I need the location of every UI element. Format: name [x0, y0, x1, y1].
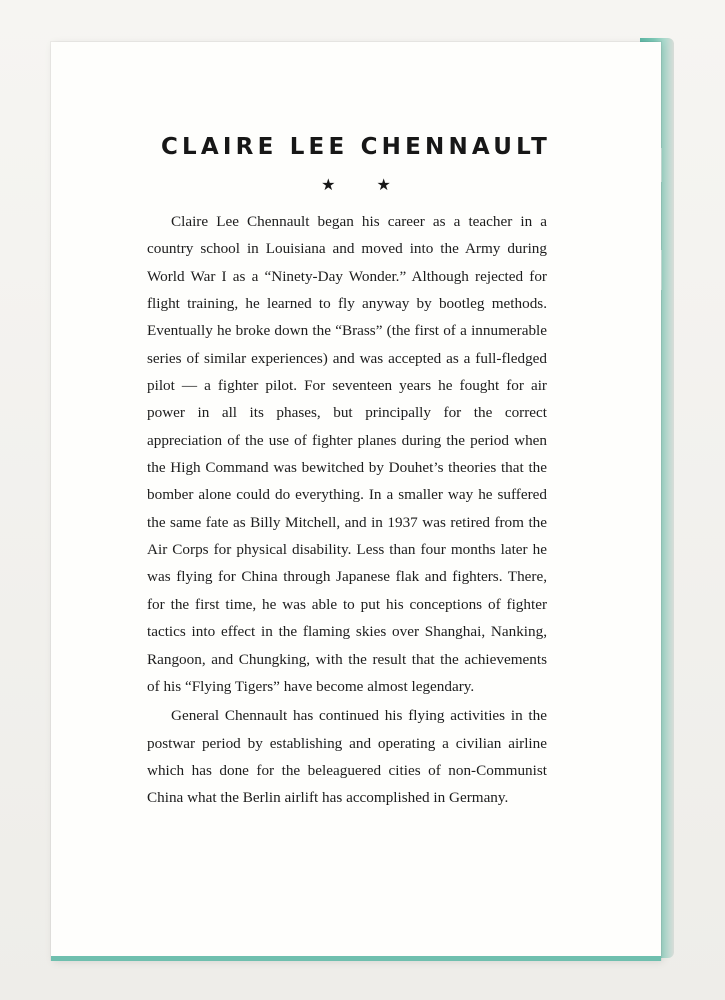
biography-text: [147, 208, 547, 812]
jacket-back-panel: [51, 42, 661, 960]
page-title: CLAIRE LEE CHENNAULT: [160, 134, 552, 160]
jacket-bottom-edge: [51, 956, 661, 961]
star-ornament-icon: ★ ★: [321, 175, 409, 194]
biography-paragraph-1: Claire Lee Chennault began his career as a teacher in a country school in Louisiana and moved into the Army during World War I as a “Ninety-Day Wonder.” Although rejected for flight training, he learned to fly anyway by bootleg methods. Eventually he broke down the “Brass” (the first of a innumerable series of similar experiences) and was accepted as a full-fledged pilot — a fighter pilot. For seventeen years he fought for air power in all its phases, but principally for the correct appreciation of the use of fighter planes during the period when the High Command was bewitched by Douhet’s theories that the bomber alone could do everything. In a smaller way he suffered the same fate as Billy Mitchell, and in 1937 was retired from the Air Corps for physical disability. Less than four months later he was flying for China through Japanese flak and fighters. There, for the first time, he was able to put his conceptions of fighter tactics into effect in the flaming skies over Shanghai, Nanking, Rangoon, and Chungking, with the result that the achievements of his “Flying Tigers” have become almost legendary.: [147, 213, 547, 695]
biography-paragraph-2: General Chennault has continued his flying activities in the postwar period by establishing and operating a civilian airline which has done for the beleaguered cities of non-Communist China what the Berlin airlift has accomplished in Germany.: [147, 707, 547, 807]
